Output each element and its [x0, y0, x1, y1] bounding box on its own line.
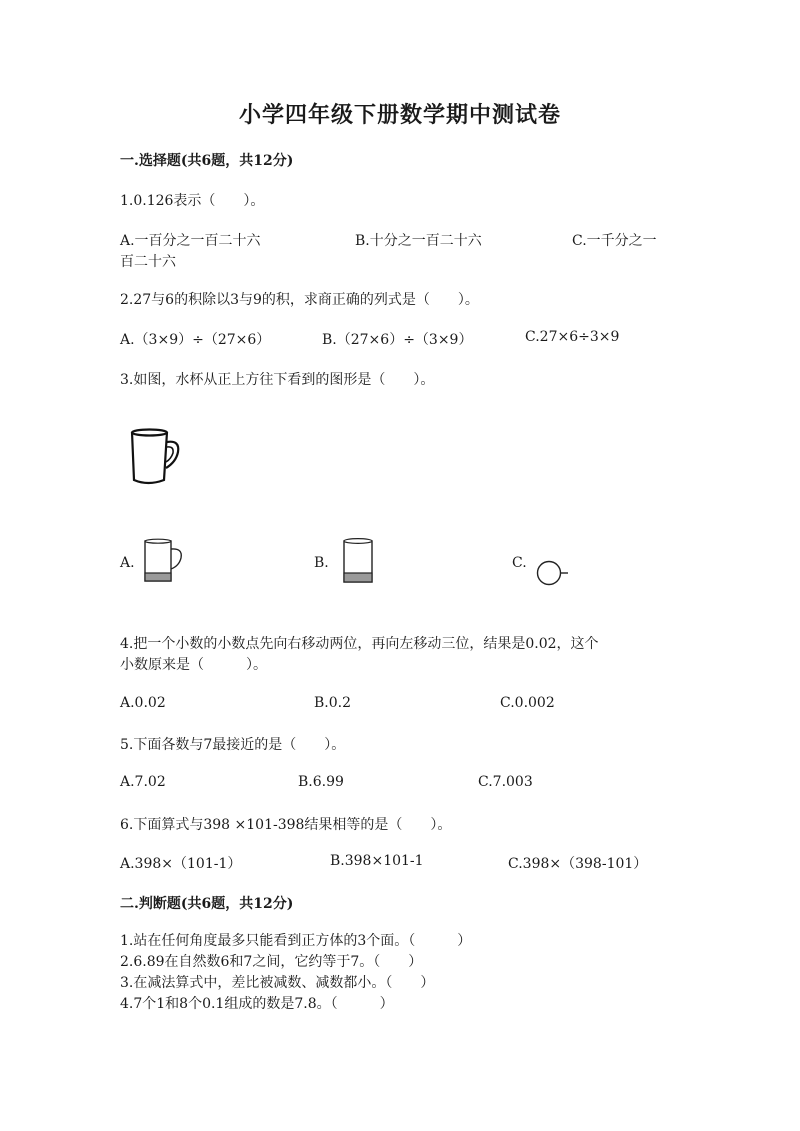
question-2-option-b: B.（27×6）÷（3×9） [322, 332, 473, 348]
question-3-option-c: C. [512, 555, 527, 571]
question-6-option-a: A.398×（101-1） [120, 856, 242, 872]
question-2-option-a: A.（3×9）÷（27×6） [120, 332, 271, 348]
circle-with-handle-top-view-icon [535, 560, 575, 588]
question-6-option-c: C.398×（398-101） [508, 856, 648, 872]
question-4-stem-line2: 小数原来是（ ）。 [120, 657, 267, 673]
question-5-option-b: B.6.99 [298, 774, 344, 790]
question-2-option-c: C.27×6÷3×9 [525, 329, 620, 345]
question-3-option-b: B. [314, 555, 329, 571]
mug-side-view-icon [143, 538, 188, 586]
judgement-item-4: 4.7个1和8个0.1组成的数是7.8。（ ） [120, 996, 394, 1012]
judgement-item-1: 1.站在任何角度最多只能看到正方体的3个面。（ ） [120, 933, 472, 949]
question-4-stem-line1: 4.把一个小数的小数点先向右移动两位，再向左移动三位，结果是0.02，这个 [120, 636, 599, 652]
question-4-option-c: C.0.002 [500, 695, 555, 711]
judgement-item-3: 3.在减法算式中，差比被减数、减数都小。（ ） [120, 975, 435, 991]
question-6-option-b: B.398×101-1 [330, 853, 424, 869]
question-5-option-c: C.7.003 [478, 774, 533, 790]
section-heading-judgement: 二.判断题(共6题，共12分) [120, 896, 294, 912]
question-5-option-a: A.7.02 [120, 774, 166, 790]
question-3-stem: 3.如图，水杯从正上方往下看到的图形是（ ）。 [120, 372, 435, 388]
question-1-option-c: C.一千分之一 [572, 233, 657, 249]
question-2-stem: 2.27与6的积除以3与9的积，求商正确的列式是（ ）。 [120, 292, 479, 308]
page-title: 小学四年级下册数学期中测试卷 [238, 102, 561, 128]
question-4-option-b: B.0.2 [314, 695, 352, 711]
cylinder-cup-icon [341, 537, 375, 587]
question-4-option-a: A.0.02 [120, 695, 166, 711]
question-3-option-a: A. [120, 555, 135, 571]
question-1-option-c-continuation: 百二十六 [120, 254, 176, 270]
judgement-item-2: 2.6.89在自然数6和7之间，它约等于7。（ ） [120, 954, 423, 970]
question-5-stem: 5.下面各数与7最接近的是（ ）。 [120, 737, 346, 753]
question-6-stem: 6.下面算式与398 ×101-398结果相等的是（ ）。 [120, 817, 452, 833]
question-1-option-b: B.十分之一百二十六 [355, 233, 482, 249]
section-heading-choice: 一.选择题(共6题，共12分) [120, 153, 294, 169]
question-1-stem: 1.0.126表示（ ）。 [120, 193, 265, 209]
mug-figure-icon [126, 428, 186, 490]
question-1-option-a: A.一百分之一百二十六 [120, 233, 261, 249]
